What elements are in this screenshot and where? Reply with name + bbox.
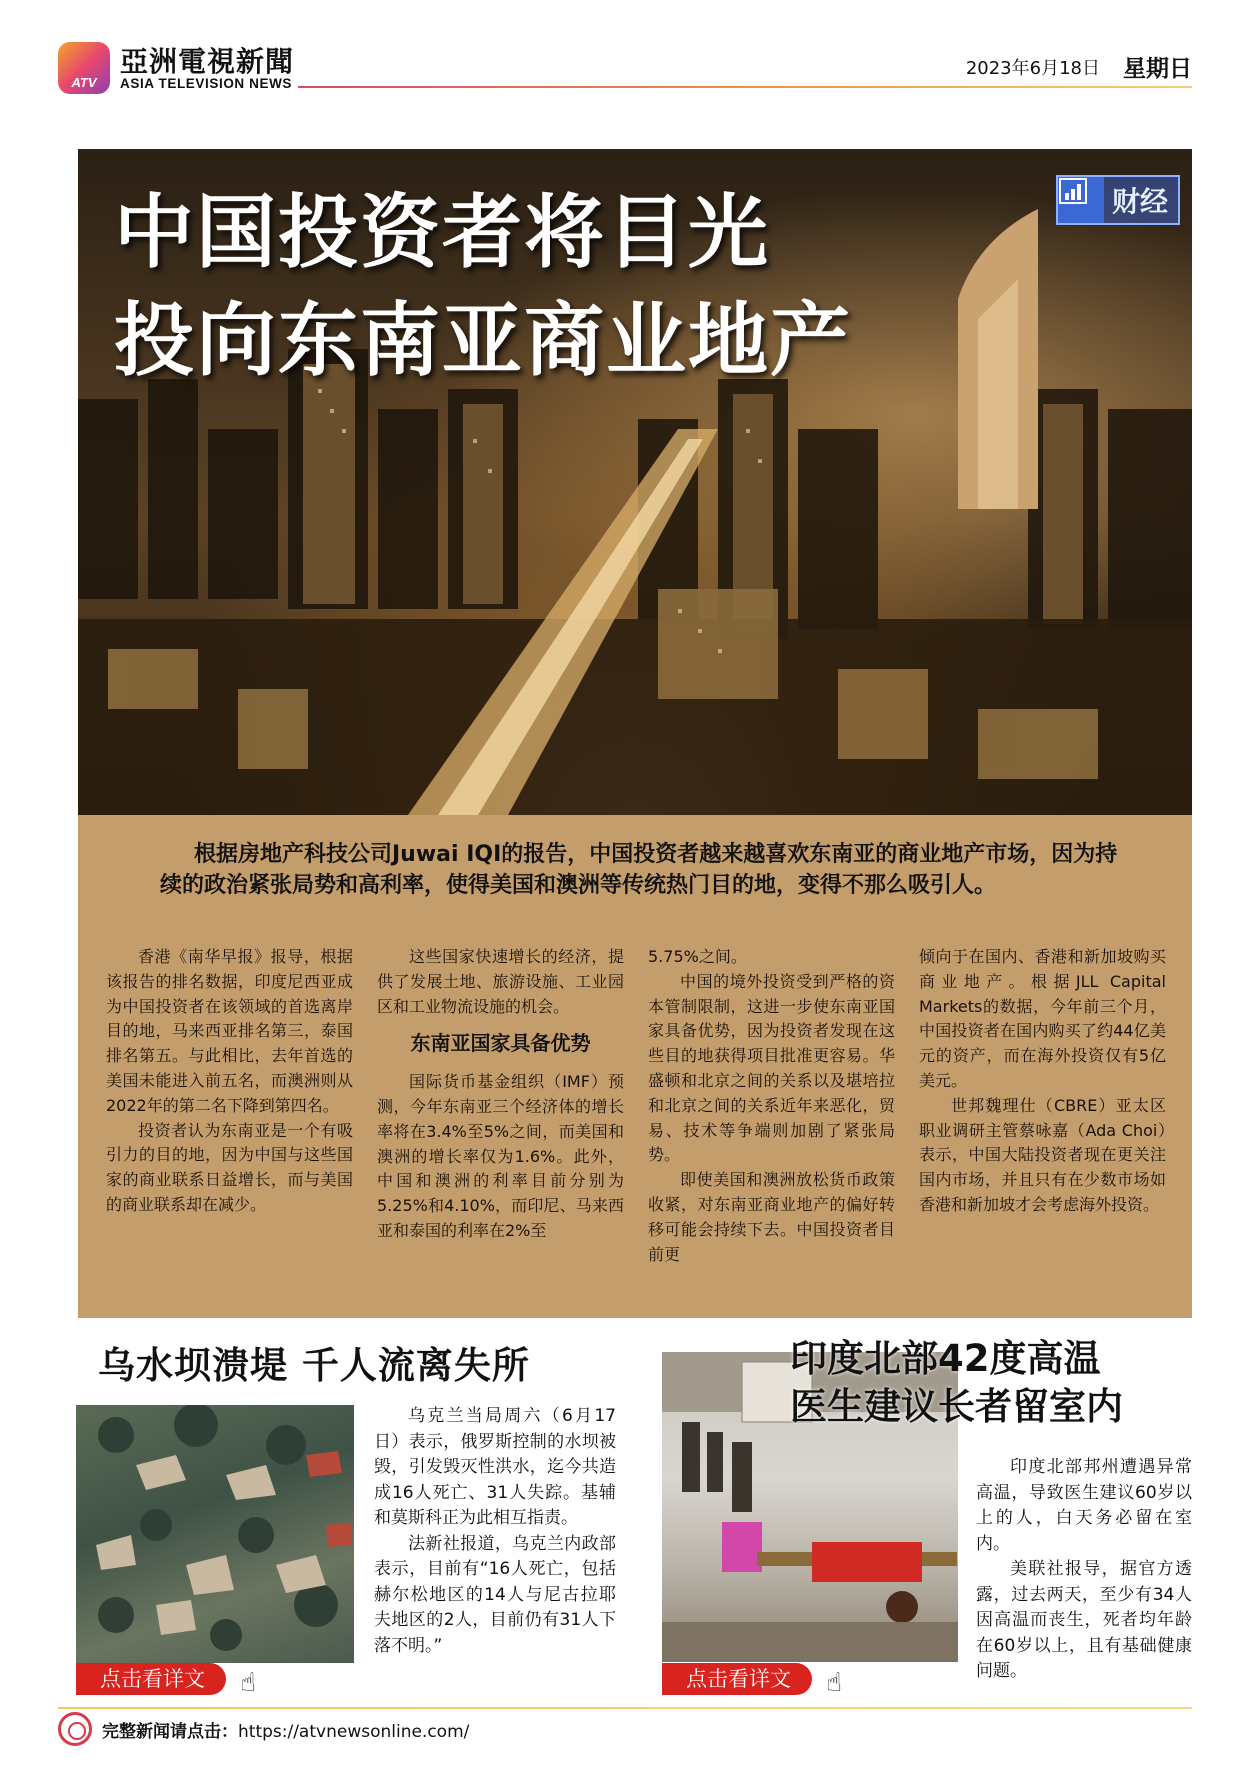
article-column-4 [919, 945, 1166, 1313]
paragraph: 5.75%之间。 [648, 947, 747, 966]
story-ukraine-title: 乌水坝溃堤 千人流离失所 [98, 1344, 530, 1387]
issue-date: 2023年6月18日 [965, 58, 1100, 79]
paragraph: 乌克兰当局周六（6月17日）表示，俄罗斯控制的水坝被毁，引发毁灭性洪水，迄今共造成16人死亡、31人失踪。基辅和莫斯科正为此相互指责。 [374, 1406, 616, 1528]
article-column-1 [106, 945, 353, 1313]
footer-label: 完整新闻请点击： [102, 1722, 238, 1742]
category-tag [1056, 175, 1180, 225]
masthead [58, 38, 1192, 96]
atv-emblem-icon [58, 1712, 92, 1746]
pointer-hand-icon: ☝ [826, 1668, 842, 1698]
read-more-label: 点击看详文 [686, 1667, 791, 1691]
article-body-box [78, 815, 1192, 1318]
story-india-title-line-1: 印度北部42度高温 [790, 1337, 1101, 1380]
paragraph: 印度北部邦州遭遇异常高温，导致医生建议60岁以上的人，白天务必留在室内。 [976, 1457, 1192, 1554]
footer-link-line [102, 1717, 469, 1742]
atv-logo-icon: ATV [58, 42, 110, 94]
article-columns [106, 945, 1166, 1313]
issue-weekday: 星期日 [1123, 56, 1192, 82]
headline-line-1: 中国投资者将目光 [114, 186, 770, 279]
paragraph: 美联社报导，据官方透露，过去两天，至少有34人因高温而丧生，死者均年龄在60岁以上，且有基础健康问题。 [976, 1559, 1192, 1681]
headline [114, 179, 852, 395]
paragraph: 这些国家快速增长的经济，提供了发展土地、旅游设施、工业园区和工业物流设施的机会。 [377, 947, 624, 1016]
paragraph: 倾向于在国内、香港和新加坡购买商业地产。根据JLL Capital Markets的数据，今年前三个月，中国投资者在国内购买了约44亿美元的资产，而在海外投资仅有5亿美元。 [919, 947, 1166, 1090]
story-ukraine-body [374, 1404, 616, 1659]
pointer-hand-icon: ☝ [240, 1668, 256, 1698]
logo-chinese-name: 亞洲電視新聞 [120, 45, 295, 78]
bar-chart-icon [1058, 177, 1104, 223]
header-divider [298, 86, 1192, 88]
flood-photo [76, 1405, 354, 1663]
story-india-title [790, 1335, 1123, 1431]
paragraph: 中国的境外投资受到严格的资本管制限制，这进一步使东南亚国家具备优势，因为投资者发现在这些目的地获得项目批准更容易。华盛顿和北京之间的关系以及堪培拉和北京之间的关系近年来恶化，贸易、技术等争端则加剧了紧张局势。 [648, 971, 895, 1165]
paragraph: 法新社报道，乌克兰内政部表示，目前有“16人死亡，包括赫尔松地区的14人与尼古拉耶夫地区的2人，目前仍有31人下落不明。” [374, 1533, 616, 1656]
paragraph: 国际货币基金组织（IMF）预测，今年东南亚三个经济体的增长率将在3.4%至5%之间，而美国和澳洲的增长率仅为1.6%。此外，中国和澳洲的利率目前分别为5.25%和4.10%，而印尼、马来西亚和泰国的利率在2%至 [377, 1072, 624, 1240]
paragraph: 世邦魏理仕（CBRE）亚太区职业调研主管蔡咏嘉（Ada Choi）表示，中国大陆投资者现在更关注国内市场，并且只有在少数市场如香港和新加坡才会考虑海外投资。 [919, 1095, 1166, 1214]
article-subheading: 东南亚国家具备优势 [410, 1031, 591, 1056]
story-india-title-line-2: 医生建议长者留室内 [790, 1385, 1123, 1428]
story-india-body [976, 1455, 1192, 1685]
paragraph: 香港《南华早报》报导，根据该报告的排名数据，印度尼西亚成为中国投资者在该领域的首选离岸目的地，马来西亚排名第三，泰国排名第五。与此相比，去年首选的美国未能进入前五名，而澳洲则从2022年的第二名下降到第四名。 [106, 947, 353, 1115]
paragraph: 投资者认为东南亚是一个有吸引力的目的地，因为中国与这些国家的商业联系日益增长，而与美国的商业联系却在减少。 [106, 1120, 353, 1214]
hero-city-photo [78, 149, 1192, 815]
article-column-2 [377, 945, 624, 1313]
category-label: 财经 [1112, 185, 1169, 218]
read-more-label: 点击看详文 [100, 1667, 205, 1691]
headline-line-2: 投向东南亚商业地产 [114, 294, 852, 387]
read-more-button[interactable] [76, 1663, 256, 1698]
logo-english-name: ASIA TELEVISION NEWS [120, 76, 293, 91]
footer-url-link[interactable]: https://atvnewsonline.com/ [238, 1722, 470, 1742]
footer-divider [58, 1707, 1192, 1709]
article-column-3 [648, 945, 895, 1313]
article-lead: 根据房地产科技公司Juwai IQI的报告，中国投资者越来越喜欢东南亚的商业地产市场，因为持续的政治紧张局势和高利率，使得美国和澳洲等传统热门目的地，变得不那么吸引人。 [160, 842, 1118, 898]
paragraph: 即使美国和澳洲放松货币政策收紧，对东南亚商业地产的偏好转移可能会持续下去。中国投资者目前更 [648, 1170, 895, 1264]
read-more-button[interactable] [662, 1663, 842, 1698]
